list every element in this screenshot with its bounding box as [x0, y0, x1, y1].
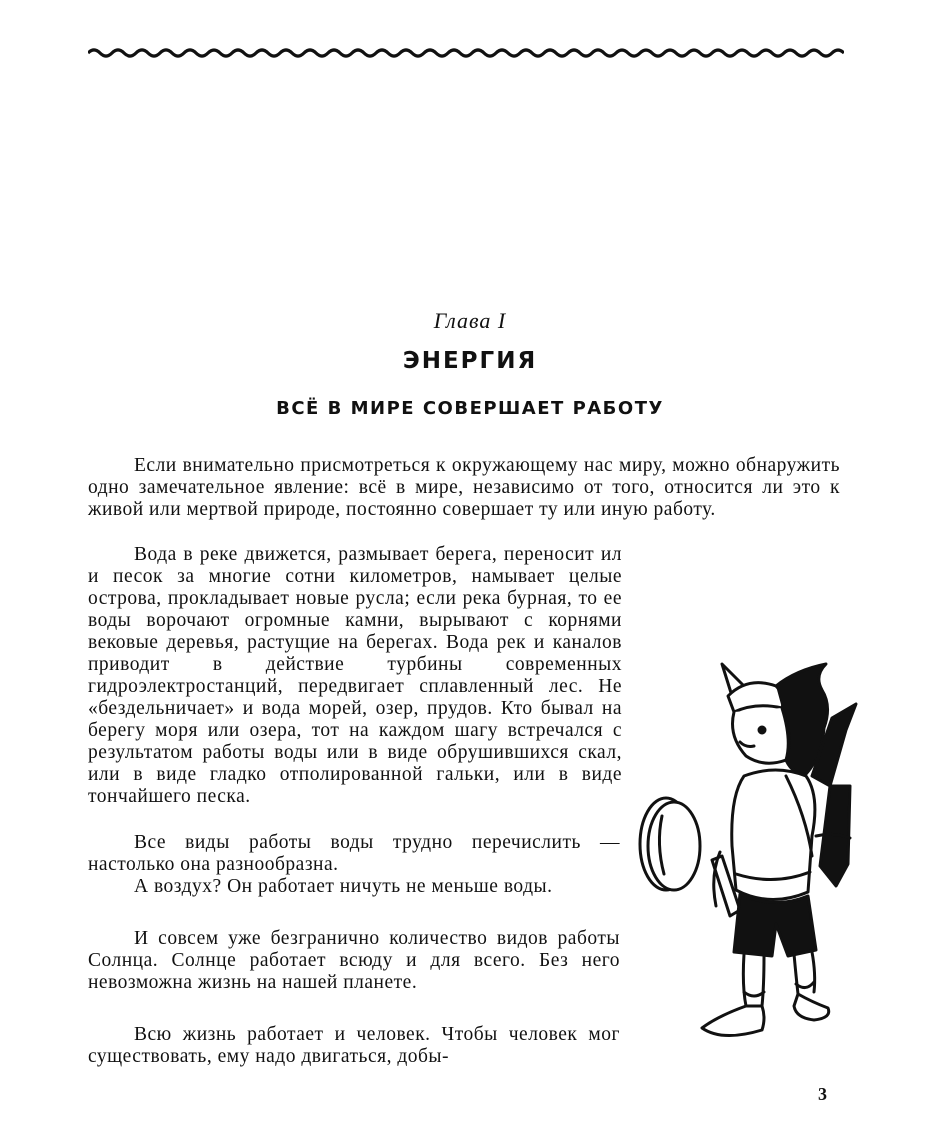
chapter-label: Глава I: [433, 308, 507, 333]
chapter-title: ЭНЕРГИЯ: [402, 348, 538, 374]
paragraph-6: Всю жизнь работает и человек. Чтобы человек мог существовать, ему надо двигаться, добы-: [88, 1024, 620, 1067]
page-number: 3: [818, 1084, 827, 1104]
section-subtitle: ВСЁ В МИРЕ СОВЕРШАЕТ РАБОТУ: [276, 398, 664, 419]
paragraph-3: Все виды работы воды трудно перечислить — настолько она разнообразна.: [88, 832, 620, 875]
paragraph-5: И совсем уже безгранично количество видов работы Солнца. Солнце работает всюду и для всего. Без него невозможна жизнь на нашей планете.: [88, 928, 620, 993]
paragraph-1: Если внимательно присмотреться к окружающему нас миру, можно обнаружить одно замечательное явление: всё в мире, независимо от того, относится ли это к живой или мертвой природе, постоянно совершает ту или иную работу.: [88, 455, 840, 520]
boy-with-pen-illustration: [636, 656, 866, 1046]
wavy-ornament-rule: [88, 44, 844, 62]
paragraph-2-text: Вода в реке движется, размывает берега, переносит ил и песок за многие сотни километров, намывает целые острова, прокладывает новые русла; если река бурная, то ее воды ворочают огромные камни, вырывают с корнями вековые деревья, растущие на берегах. Вода рек и каналов приводит в действие турбины современных гидроэлектростанций, передвигает сплавленный лес. Не «бездельничает» и вода морей, озер, прудов. Кто бывал на берегу моря или озера, тот на каждом шагу встречался с результатом работы воды или в виде обрушившихся скал, или в виде гладко отполированной гальки, или в виде тончайшего песка.: [88, 544, 622, 807]
paragraph-4: А воздух? Он работает ничуть не меньше воды.: [134, 876, 553, 897]
